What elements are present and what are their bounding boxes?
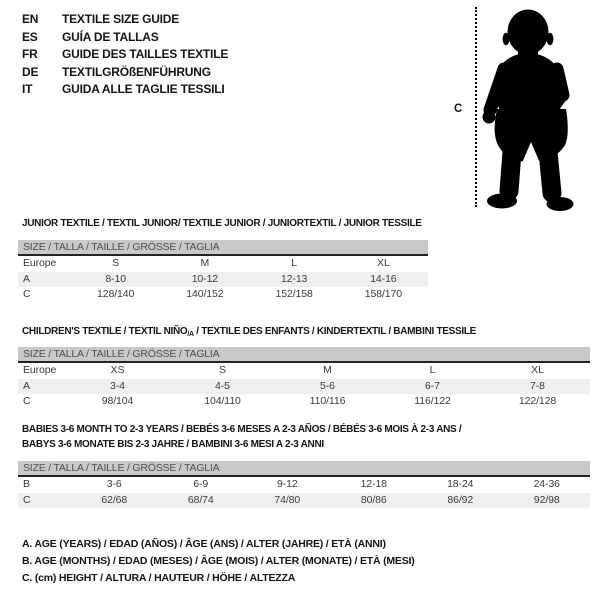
value-cell: 4-5 (215, 379, 230, 392)
value-cell: 128/140 (96, 288, 135, 300)
language-code: EN (22, 12, 39, 26)
value-cell: 6-7 (425, 379, 440, 392)
children-size-table (18, 347, 590, 410)
table-header-row (18, 256, 428, 272)
language-row (22, 64, 228, 82)
value-cell: 12-18 (360, 478, 387, 490)
size-header-cell: M (200, 257, 210, 269)
value-cell: 6-9 (193, 478, 209, 490)
babies-size-table (18, 461, 590, 508)
size-header-cell: XS (110, 364, 125, 376)
value-cell: 152/158 (275, 288, 313, 300)
row-label: A (23, 379, 30, 392)
children-section-title (22, 326, 476, 338)
value-cell: 122/128 (518, 395, 557, 407)
size-header-cell: L (429, 364, 436, 376)
table-row-age (18, 272, 428, 288)
footnotes (22, 536, 415, 587)
size-header-bar: SIZE / TALLA / TAILLE / GRÖSSE / TAGLIA (18, 461, 590, 477)
value-cell: 92/98 (533, 493, 560, 506)
value-cell: 24-36 (533, 478, 560, 490)
language-code: DE (22, 64, 39, 79)
height-measure-label: C (454, 103, 463, 115)
size-header-cell: XL (377, 257, 390, 269)
value-cell: 110/116 (309, 395, 346, 407)
size-header-cell: XL (531, 364, 544, 376)
figure-area (450, 3, 598, 215)
babies-title-line1: BABIES 3-6 MONTH TO 2-3 YEARS / BEBÉS 3-6 MESES A 2-3 AÑOS / BÉBÉS 3-6 MOIS À 2-3 ANS / (22, 424, 462, 435)
table-row-height (18, 493, 590, 509)
footnote-age-months: B. AGE (MONTHS) / EDAD (MESES) / ÂGE (MOIS) / ALTER (MONATE) / ETÀ (MESI) (22, 555, 415, 567)
table-row-height (18, 287, 428, 303)
value-cell: 116/122 (414, 395, 451, 407)
language-row (22, 81, 228, 99)
value-cell: 62/68 (101, 493, 128, 506)
junior-section-title: JUNIOR TEXTILE / TEXTIL JUNIOR/ TEXTILE JUNIOR / JUNIORTEXTIL / JUNIOR TESSILE (22, 218, 422, 229)
size-header-bar: SIZE / TALLA / TAILLE / GRÖSSE / TAGLIA (18, 240, 428, 256)
value-cell: 158/170 (364, 288, 402, 300)
row-label: C (23, 493, 31, 506)
value-cell: 98/104 (101, 395, 134, 407)
value-cell: 3-6 (106, 478, 122, 490)
table-row-age-months (18, 477, 590, 493)
babies-title-line2: BABYS 3-6 MONATE BIS 2-3 JAHRE / BAMBINI 3-6 MESI A 2-3 ANNI (22, 438, 324, 450)
language-title: GUIDE DES TAILLES TEXTILE (62, 47, 229, 61)
value-cell: 12-13 (280, 272, 308, 285)
value-cell: 5-6 (320, 379, 335, 392)
value-cell: 8-10 (105, 272, 126, 285)
size-header-cell: S (219, 364, 226, 376)
value-cell: 140/152 (186, 288, 224, 300)
junior-size-table (18, 240, 428, 303)
value-cell: 7-8 (530, 379, 545, 392)
language-row (22, 29, 228, 47)
language-title-list (22, 11, 228, 99)
language-title: TEXTILGRÖßENFÜHRUNG (62, 64, 211, 79)
value-cell: 80/86 (360, 493, 387, 506)
value-cell: 10-12 (191, 272, 219, 285)
language-title: GUÍA DE TALLAS (62, 29, 159, 44)
footnote-age-years: A. AGE (YEARS) / EDAD (AÑOS) / ÂGE (ANS) / ALTER (JAHRE) / ETÀ (ANNI) (22, 538, 386, 550)
children-title-main: CHILDREN'S TEXTILE / TEXTIL NIÑO (22, 326, 188, 337)
row-label: C (23, 395, 31, 407)
row-label: C (23, 288, 31, 300)
language-title: TEXTILE SIZE GUIDE (62, 12, 180, 26)
table-row-age (18, 379, 590, 395)
children-title-subscript: /A (187, 331, 194, 338)
value-cell: 18-24 (447, 478, 474, 490)
table-header-row (18, 363, 590, 379)
region-header-cell: Europe (23, 364, 57, 376)
language-code: ES (22, 29, 38, 44)
size-header-cell: M (323, 364, 332, 376)
value-cell: 104/110 (204, 395, 241, 407)
size-header-cell: S (112, 257, 120, 269)
value-cell: 86/92 (447, 493, 474, 506)
region-header-cell: Europe (23, 257, 57, 269)
babies-section-title (22, 423, 461, 452)
row-label: A (23, 272, 30, 285)
size-header-bar: SIZE / TALLA / TAILLE / GRÖSSE / TAGLIA (18, 347, 590, 363)
row-label: B (23, 478, 30, 490)
children-title-rest: / TEXTILE DES ENFANTS / KINDERTEXTIL / BAMBINI TESSILE (193, 326, 477, 337)
language-title: GUIDA ALLE TAGLIE TESSILI (62, 82, 225, 96)
language-code: IT (22, 82, 33, 96)
size-header-cell: L (291, 257, 297, 269)
table-row-height (18, 394, 590, 410)
value-cell: 9-12 (276, 478, 298, 490)
value-cell: 14-16 (370, 272, 397, 285)
value-cell: 74/80 (274, 493, 301, 506)
language-row (22, 11, 228, 29)
baby-silhouette-icon (478, 5, 596, 215)
language-code: FR (22, 47, 38, 61)
value-cell: 68/74 (187, 493, 214, 506)
footnote-height: C. (cm) HEIGHT / ALTURA / HAUTEUR / HÖHE / ALTEZZA (22, 572, 296, 584)
value-cell: 3-4 (110, 379, 125, 392)
height-measure-dotted-line (475, 7, 477, 207)
language-row (22, 46, 228, 64)
